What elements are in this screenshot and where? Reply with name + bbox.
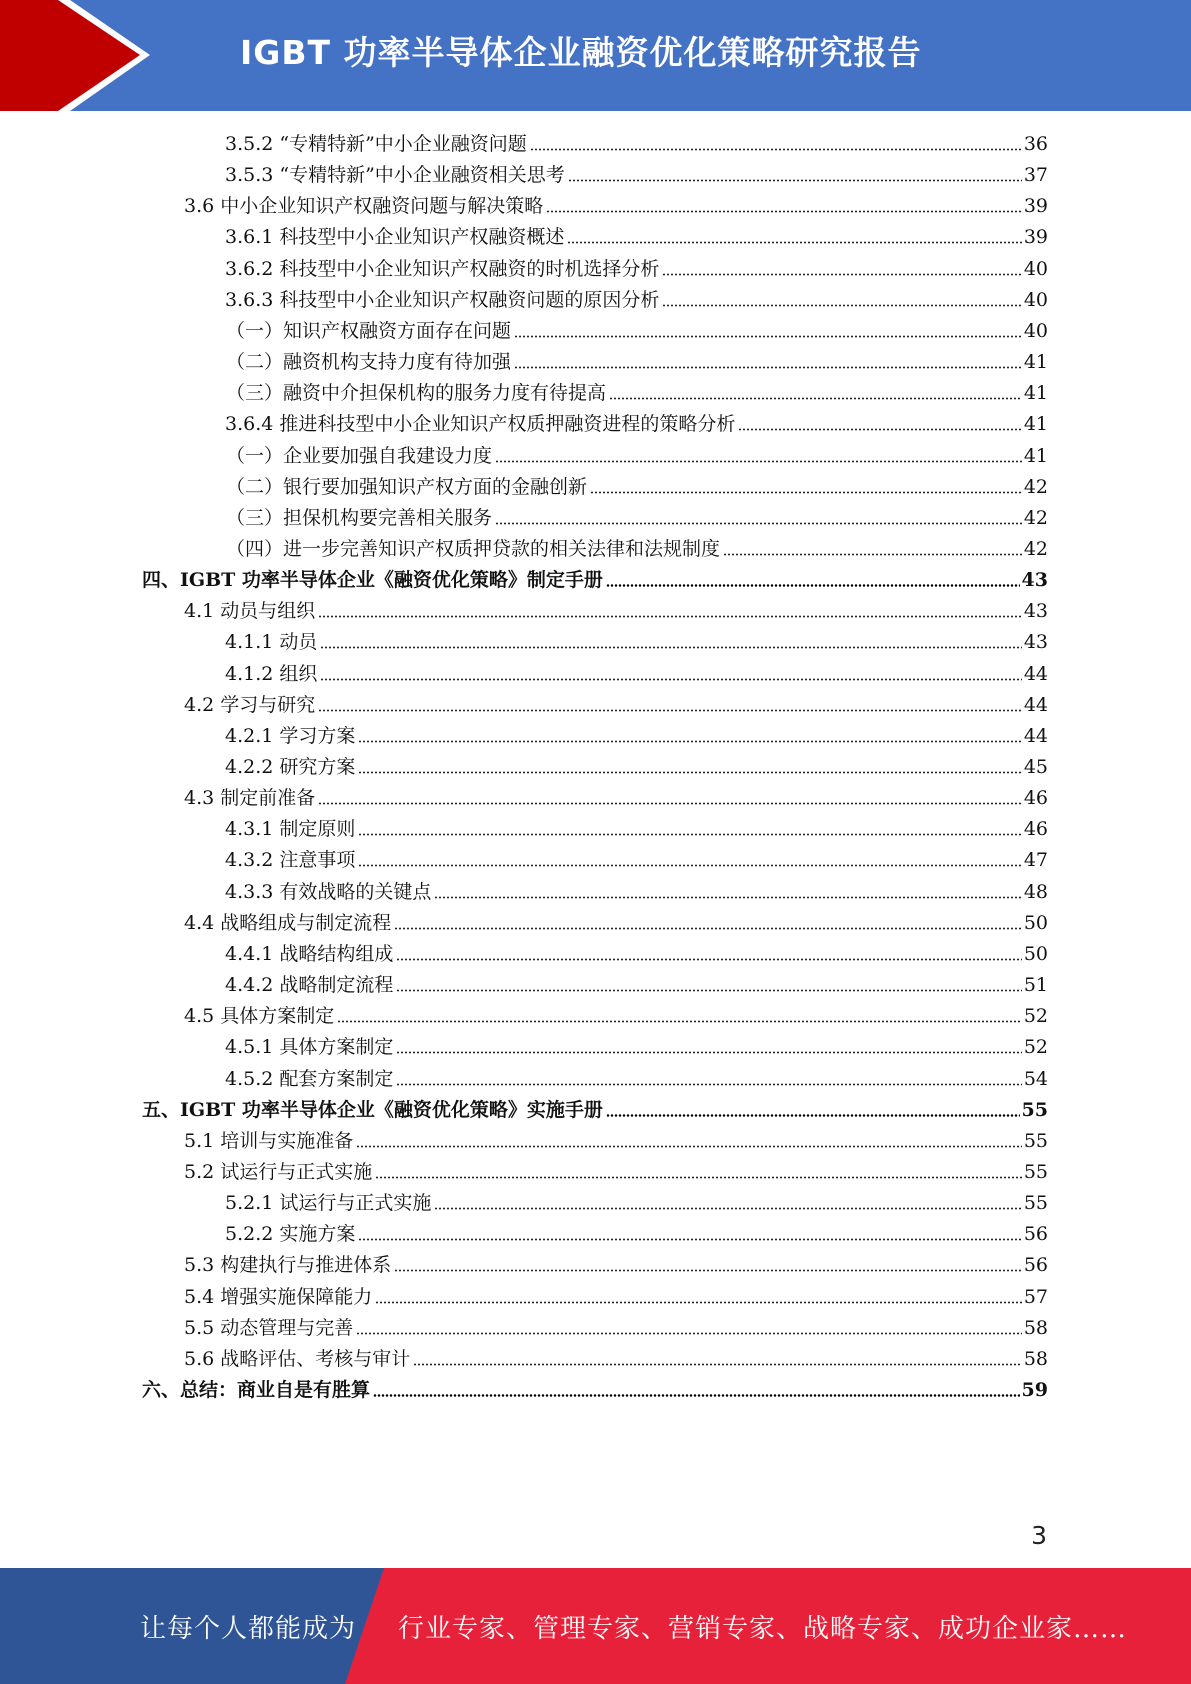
toc-entry[interactable]	[225, 627, 1048, 653]
toc-entry[interactable]	[184, 1313, 1048, 1339]
toc-entry-page: 55	[1023, 1129, 1048, 1152]
toc-entry-page: 54	[1023, 1067, 1048, 1090]
toc-entry[interactable]	[184, 1157, 1048, 1183]
toc-entry-page: 40	[1023, 257, 1048, 280]
toc-dot-leader	[609, 397, 1022, 400]
toc-entry-title: 5.2 试运行与正式实施	[184, 1160, 373, 1183]
toc-entry[interactable]	[225, 659, 1048, 685]
toc-dot-leader	[356, 1145, 1022, 1148]
page-number: 3	[1031, 1521, 1047, 1550]
toc-entry-title: 4.4.1 战略结构组成	[225, 942, 394, 965]
toc-dot-leader	[375, 1176, 1022, 1179]
toc-entry-page: 44	[1023, 693, 1048, 716]
toc-entry[interactable]	[225, 1219, 1048, 1245]
toc-entry-page: 41	[1023, 382, 1048, 405]
page-footer	[0, 1568, 1191, 1684]
toc-entry-title: 五、IGBT 功率半导体企业《融资优化策略》实施手册	[142, 1098, 603, 1121]
toc-dot-leader	[318, 709, 1022, 712]
toc-entry[interactable]	[225, 845, 1048, 871]
toc-entry-page: 57	[1023, 1285, 1048, 1308]
toc-entry-title: 4.2.1 学习方案	[225, 724, 356, 747]
toc-entry-page: 36	[1023, 133, 1048, 155]
toc-entry-title: 4.3.1 制定原则	[225, 818, 356, 841]
toc-dot-leader	[567, 241, 1021, 244]
toc-entry[interactable]	[184, 690, 1048, 716]
toc-entry[interactable]	[225, 939, 1048, 965]
toc-dot-leader	[373, 1394, 1020, 1397]
header-chevron-graphic	[0, 0, 160, 111]
toc-entry-page: 43	[1023, 600, 1048, 623]
toc-entry-page: 48	[1023, 880, 1048, 903]
toc-entry[interactable]	[226, 347, 1048, 373]
toc-dot-leader	[396, 989, 1021, 992]
toc-entry-page: 59	[1021, 1379, 1048, 1401]
footer-slogan-right: 行业专家、管理专家、营销专家、战略专家、成功企业家……	[398, 1614, 1128, 1644]
toc-entry-page: 52	[1023, 1036, 1048, 1059]
toc-entry-title: 4.2 学习与研究	[184, 693, 316, 716]
toc-entry-page: 56	[1023, 1223, 1048, 1246]
toc-entry[interactable]	[225, 129, 1048, 155]
toc-dot-leader	[320, 678, 1021, 681]
toc-entry-page: 50	[1023, 911, 1048, 934]
toc-entry-title: 5.1 培训与实施准备	[184, 1129, 354, 1152]
toc-entry[interactable]	[225, 970, 1048, 996]
toc-entry-title: 3.6.3 科技型中小企业知识产权融资问题的原因分析	[225, 288, 660, 311]
toc-entry-page: 41	[1023, 444, 1048, 467]
toc-entry-title: （二）银行要加强知识产权方面的金融创新	[226, 475, 588, 498]
toc-dot-leader	[320, 646, 1021, 649]
toc-entry[interactable]	[184, 1344, 1048, 1370]
toc-entry-page: 55	[1021, 1098, 1048, 1121]
toc-entry[interactable]	[225, 1188, 1048, 1214]
toc-entry-page: 42	[1023, 537, 1048, 560]
toc-entry[interactable]	[225, 222, 1048, 248]
toc-entry-page: 41	[1023, 413, 1048, 436]
toc-entry[interactable]	[225, 254, 1048, 280]
toc-entry-page: 55	[1023, 1160, 1048, 1183]
toc-dot-leader	[590, 491, 1022, 494]
toc-entry-title: 4.1.2 组织	[225, 662, 318, 685]
toc-dot-leader	[318, 802, 1022, 805]
toc-dot-leader	[568, 179, 1022, 182]
toc-entry-title: 六、总结：商业自是有胜算	[142, 1379, 371, 1401]
toc-entry-page: 42	[1023, 506, 1048, 529]
toc-entry-page: 43	[1021, 569, 1048, 592]
toc-dot-leader	[413, 1363, 1022, 1366]
toc-entry[interactable]	[226, 441, 1048, 467]
toc-entry[interactable]	[184, 596, 1048, 622]
toc-dot-leader	[495, 460, 1022, 463]
toc-dot-leader	[723, 553, 1022, 556]
toc-entry[interactable]	[225, 752, 1048, 778]
toc-entry-title: 4.4 战略组成与制定流程	[184, 911, 392, 934]
toc-entry-page: 40	[1023, 288, 1048, 311]
toc-dot-leader	[394, 927, 1022, 930]
toc-dot-leader	[318, 615, 1022, 618]
toc-entry-title: 5.3 构建执行与推进体系	[184, 1254, 392, 1277]
toc-entry[interactable]	[226, 503, 1048, 529]
toc-entry[interactable]	[225, 721, 1048, 747]
toc-entry[interactable]	[225, 409, 1048, 435]
toc-entry[interactable]	[184, 1126, 1048, 1152]
toc-entry-title: 4.1.1 动员	[225, 631, 318, 654]
toc-entry-page: 43	[1023, 631, 1048, 654]
toc-dot-leader	[358, 740, 1021, 743]
toc-entry-title: 3.6.1 科技型中小企业知识产权融资概述	[225, 226, 565, 249]
toc-entry-title: 3.6.2 科技型中小企业知识产权融资的时机选择分析	[225, 257, 660, 280]
toc-entry-page: 58	[1023, 1316, 1048, 1339]
toc-entry-title: 4.5.1 具体方案制定	[225, 1036, 394, 1059]
toc-entry-title: （三）担保机构要完善相关服务	[226, 506, 493, 529]
toc-entry-page: 45	[1023, 756, 1048, 778]
toc-dot-leader	[375, 1301, 1022, 1304]
toc-entry[interactable]	[226, 472, 1048, 498]
toc-entry-page: 39	[1023, 195, 1048, 218]
toc-dot-leader	[662, 304, 1021, 307]
toc-entry[interactable]	[142, 1095, 1048, 1121]
toc-dot-leader	[662, 273, 1021, 276]
toc-entry[interactable]	[226, 316, 1048, 342]
toc-entry-title: 4.2.2 研究方案	[225, 756, 356, 778]
toc-dot-leader	[546, 210, 1022, 213]
toc-entry-page: 41	[1023, 351, 1048, 374]
toc-dot-leader	[396, 1051, 1021, 1054]
toc-entry-title: 5.5 动态管理与完善	[184, 1316, 354, 1339]
toc-entry[interactable]	[184, 191, 1048, 217]
toc-dot-leader	[530, 148, 1022, 151]
toc-entry-title: 3.5.2 “专精特新”中小企业融资问题	[225, 133, 527, 155]
toc-entry[interactable]	[225, 814, 1048, 840]
toc-entry-title: 4.4.2 战略制定流程	[225, 974, 394, 997]
toc-dot-leader	[358, 833, 1021, 836]
toc-dot-leader	[514, 366, 1022, 369]
toc-entry[interactable]	[142, 565, 1048, 591]
toc-dot-leader	[434, 1207, 1021, 1210]
toc-entry-title: 5.4 增强实施保障能力	[184, 1285, 373, 1308]
toc-entry[interactable]	[225, 877, 1048, 903]
toc-dot-leader	[606, 1114, 1020, 1117]
toc-dot-leader	[514, 335, 1022, 338]
toc-dot-leader	[358, 1238, 1021, 1241]
toc-entry[interactable]	[226, 534, 1048, 560]
toc-entry[interactable]	[225, 285, 1048, 311]
toc-entry[interactable]	[184, 783, 1048, 809]
toc-entry-title: 4.5 具体方案制定	[184, 1005, 335, 1028]
toc-entry-page: 55	[1023, 1192, 1048, 1215]
toc-entry[interactable]	[184, 1001, 1048, 1027]
toc-entry[interactable]	[226, 378, 1048, 404]
toc-entry-title: 4.5.2 配套方案制定	[225, 1067, 394, 1090]
toc-dot-leader	[358, 771, 1021, 774]
toc-entry-title: （二）融资机构支持力度有待加强	[226, 351, 512, 374]
toc-entry-page: 37	[1023, 164, 1048, 187]
toc-entry-title: （一）企业要加强自我建设力度	[226, 444, 493, 467]
toc-entry-page: 52	[1023, 1005, 1048, 1028]
toc-dot-leader	[495, 522, 1022, 525]
toc-entry[interactable]	[184, 1250, 1048, 1276]
toc-entry-page: 46	[1023, 787, 1048, 810]
toc-entry-title: 5.6 战略评估、考核与审计	[184, 1347, 411, 1370]
toc-entry-title: 4.1 动员与组织	[184, 600, 316, 623]
toc-entry-page: 58	[1023, 1347, 1048, 1370]
toc-entry-page: 46	[1023, 818, 1048, 841]
toc-entry-page: 39	[1023, 226, 1048, 249]
toc-dot-leader	[358, 864, 1021, 867]
toc-entry-title: （四）进一步完善知识产权质押贷款的相关法律和法规制度	[226, 537, 721, 560]
toc-dot-leader	[606, 584, 1020, 587]
toc-entry[interactable]	[225, 1032, 1048, 1058]
toc-entry-title: 4.3 制定前准备	[184, 787, 316, 810]
toc-entry-page: 51	[1023, 974, 1048, 997]
toc-entry[interactable]	[225, 160, 1048, 186]
toc-entry[interactable]	[225, 1064, 1048, 1090]
toc-entry-page: 50	[1023, 942, 1048, 965]
toc-entry-title: 3.6.4 推进科技型中小企业知识产权质押融资进程的策略分析	[225, 413, 736, 436]
toc-dot-leader	[337, 1020, 1022, 1023]
toc-entry-page: 42	[1023, 475, 1048, 498]
footer-slogan-left: 让每个人都能成为	[140, 1614, 357, 1644]
page-header	[0, 0, 1191, 111]
toc-entry-title: 5.2.1 试运行与正式实施	[225, 1192, 432, 1215]
toc-entry-title: 4.3.2 注意事项	[225, 849, 356, 872]
toc-entry[interactable]	[142, 1375, 1048, 1401]
toc-dot-leader	[738, 428, 1021, 431]
toc-entry-title: 四、IGBT 功率半导体企业《融资优化策略》制定手册	[142, 569, 603, 592]
toc-entry[interactable]	[184, 908, 1048, 934]
toc-entry-title: （三）融资中介担保机构的服务力度有待提高	[226, 382, 607, 405]
toc-entry-title: （一）知识产权融资方面存在问题	[226, 319, 512, 342]
report-title: IGBT 功率半导体企业融资优化策略研究报告	[240, 33, 922, 72]
toc-entry-title: 3.5.3 “专精特新”中小企业融资相关思考	[225, 164, 565, 187]
toc-dot-leader	[396, 1083, 1021, 1086]
toc-entry-page: 44	[1023, 724, 1048, 747]
toc-dot-leader	[396, 958, 1021, 961]
toc-entry-page: 56	[1023, 1254, 1048, 1277]
toc-entry-title: 3.6 中小企业知识产权融资问题与解决策略	[184, 195, 544, 218]
toc-entry-page: 47	[1023, 849, 1048, 872]
toc-entry[interactable]	[184, 1282, 1048, 1308]
toc-dot-leader	[394, 1269, 1022, 1272]
toc-entry-title: 5.2.2 实施方案	[225, 1223, 356, 1246]
toc-dot-leader	[434, 896, 1021, 899]
toc-entry-page: 44	[1023, 662, 1048, 685]
toc-entry-title: 4.3.3 有效战略的关键点	[225, 880, 432, 903]
toc-entry-page: 40	[1023, 319, 1048, 342]
toc-dot-leader	[356, 1332, 1022, 1335]
